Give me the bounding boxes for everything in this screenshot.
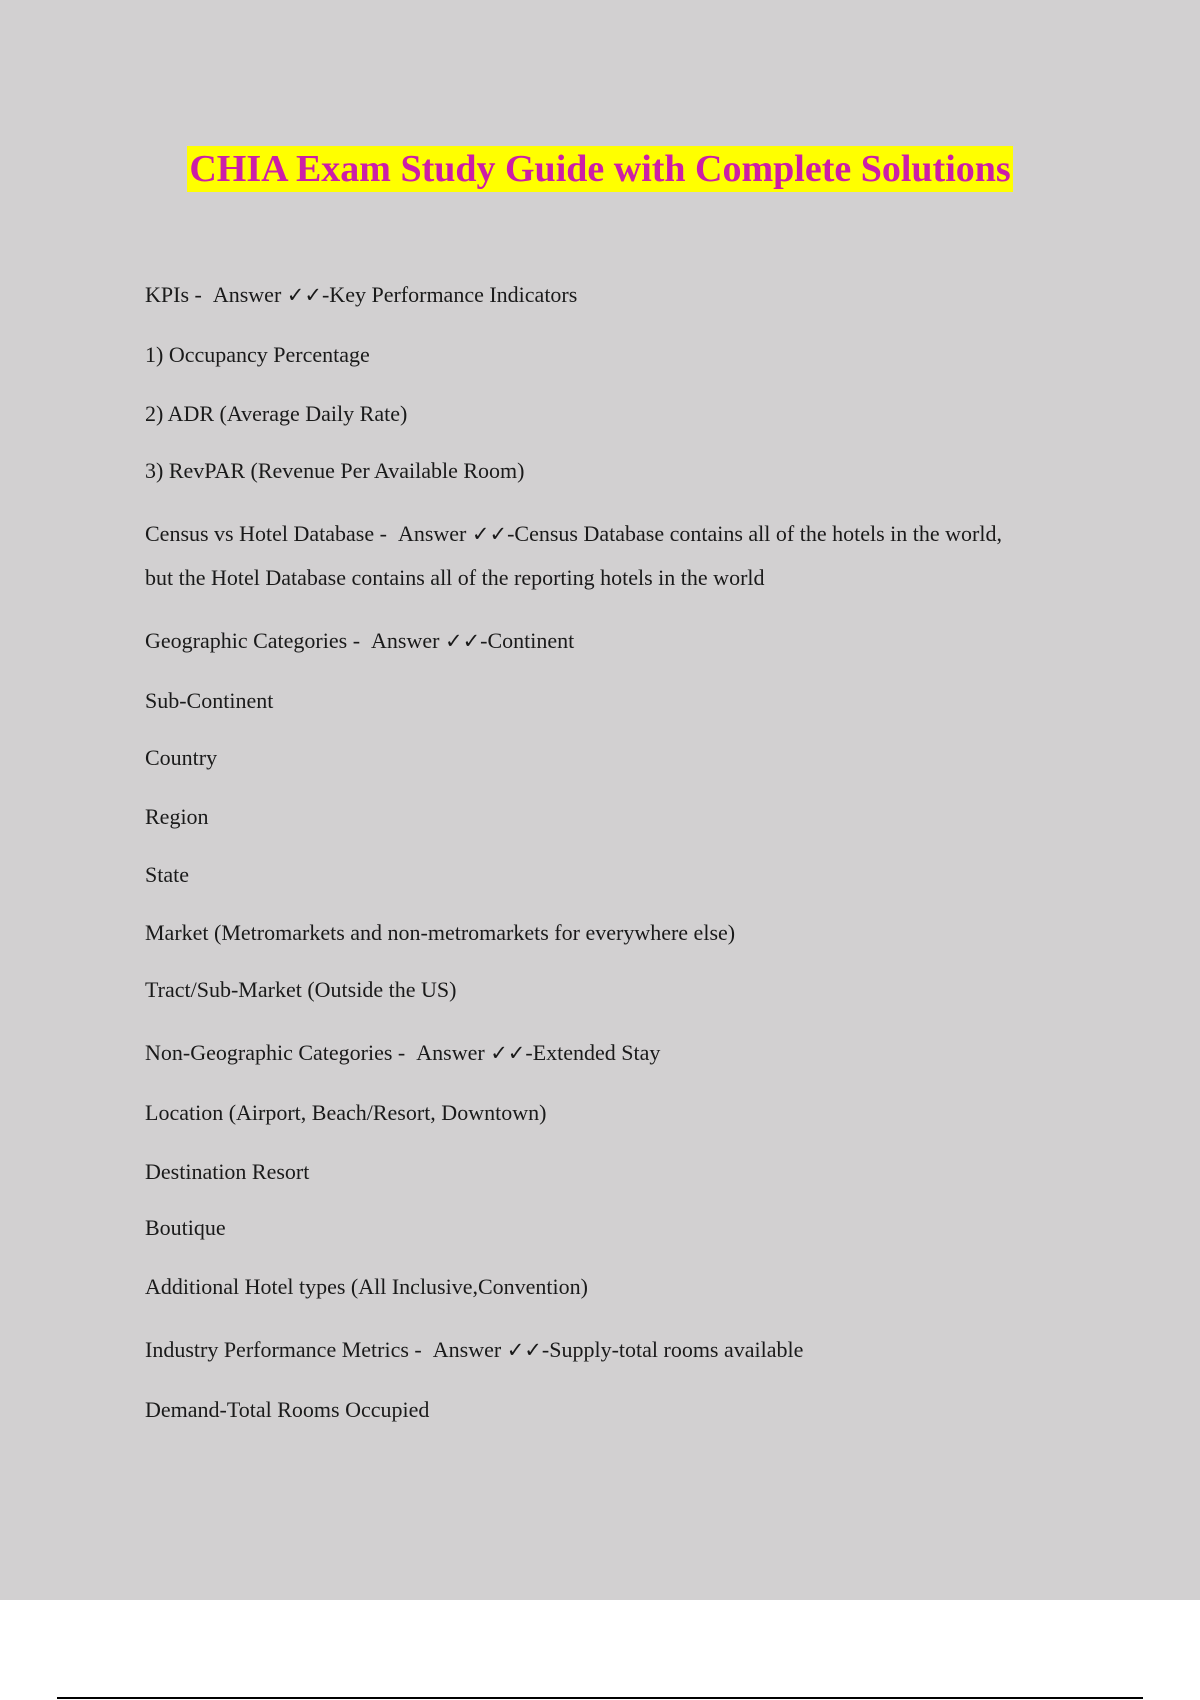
question-text: Non-Geographic Categories - [145,1040,411,1065]
double-check-icon: ✓✓ [506,1338,542,1362]
qa-line-industry-metrics [145,1335,803,1365]
question-text: Industry Performance Metrics - [145,1337,428,1362]
qa-line-non-geographic [145,1038,660,1068]
text-line: Market (Metromarkets and non-metromarkets for everywhere else) [145,920,736,945]
double-check-icon: ✓✓ [471,522,508,546]
answer-text: -Extended Stay [525,1040,661,1065]
text-line: State [145,862,189,887]
qa-line-kpis [145,280,577,310]
text-line: 2) ADR (Average Daily Rate) [145,401,408,426]
text-line: Destination Resort [145,1159,310,1184]
double-check-icon: ✓✓ [444,629,481,653]
text-line: but the Hotel Database contains all of the reporting hotels in the world [145,565,765,590]
text-line: Demand-Total Rooms Occupied [145,1397,430,1422]
text-line: 3) RevPAR (Revenue Per Available Room) [145,458,525,483]
double-check-icon: ✓✓ [490,1041,526,1065]
answer-prefix: Answer [397,521,472,546]
answer-text: -Key Performance Indicators [321,282,578,307]
text-line: Location (Airport, Beach/Resort, Downtown) [145,1100,547,1125]
answer-prefix: Answer [416,1040,491,1065]
question-text: Census vs Hotel Database - [145,521,393,546]
qa-line-geographic [145,626,574,656]
answer-prefix: Answer [212,282,287,307]
answer-prefix: Answer [432,1337,507,1362]
text-line: Additional Hotel types (All Inclusive,Convention) [145,1274,588,1299]
footer-divider [57,1697,1143,1699]
answer-text: -Continent [480,628,575,653]
text-line: 1) Occupancy Percentage [145,342,370,367]
qa-line-census [145,519,1002,549]
text-line: Sub-Continent [145,688,274,713]
text-line: Boutique [145,1215,226,1240]
text-line: Region [145,804,209,829]
answer-text: -Supply-total rooms available [541,1337,804,1362]
question-text: Geographic Categories - [145,628,366,653]
title-container [0,146,1200,192]
text-line: Country [145,745,218,770]
double-check-icon: ✓✓ [286,283,322,307]
answer-text: -Census Database contains all of the hotels in the world, [507,521,1002,546]
text-line: Tract/Sub-Market (Outside the US) [145,977,457,1002]
document-title: CHIA Exam Study Guide with Complete Solutions [189,148,1011,190]
answer-prefix: Answer [371,628,445,653]
question-text: KPIs - [145,282,208,307]
